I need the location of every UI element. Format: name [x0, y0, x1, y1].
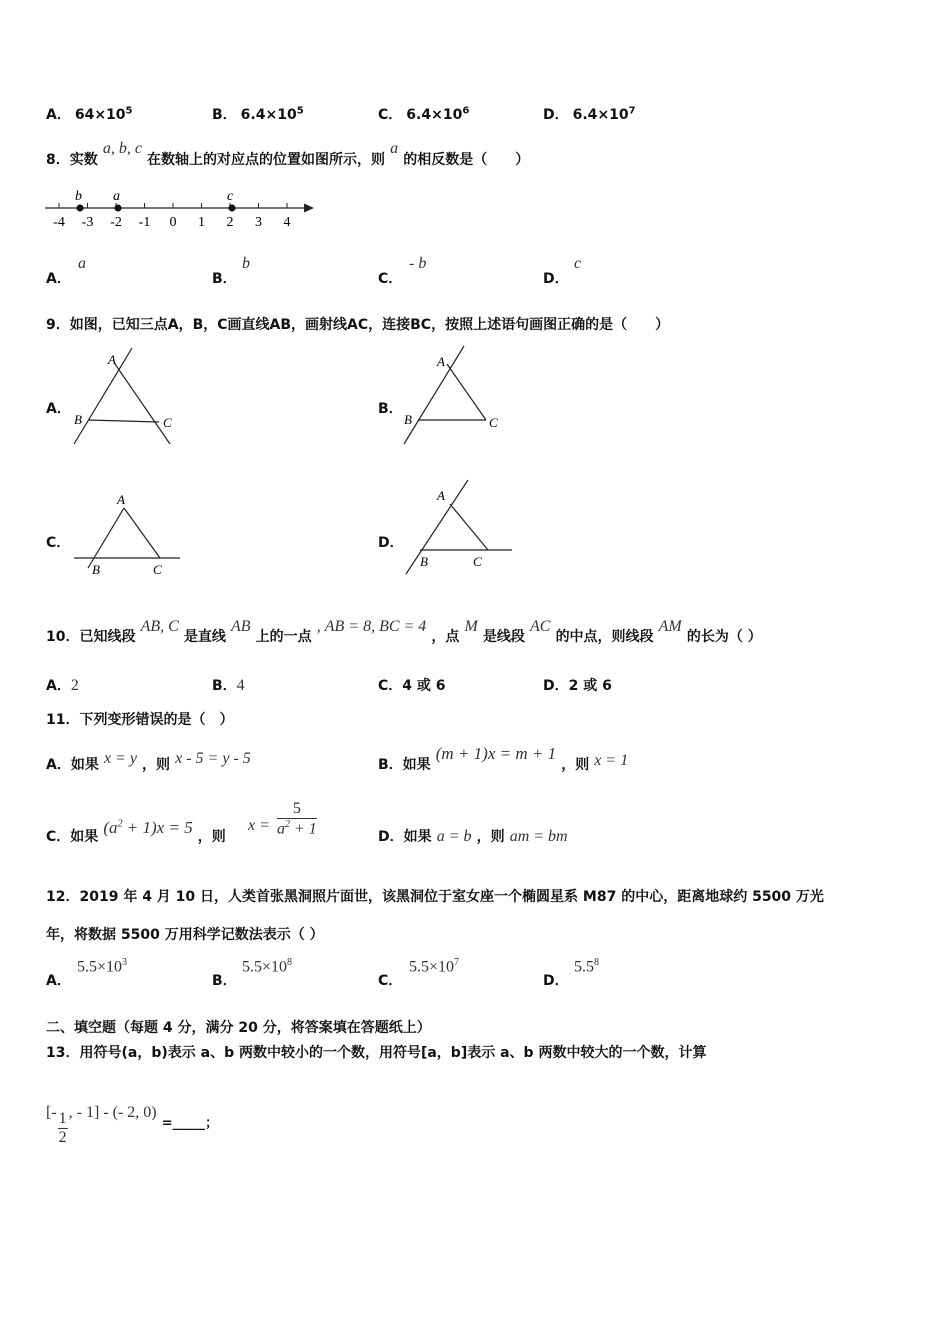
axis-tick-label: -3: [81, 215, 94, 230]
point-a-label: a: [113, 189, 120, 204]
q9-option-a: A．: [46, 401, 71, 417]
axis-tick-label: 4: [283, 215, 291, 230]
q9-option-d: D．: [378, 535, 404, 551]
point-b: [77, 205, 84, 212]
svg-text:C: C: [163, 415, 172, 430]
q12-line1: 12．2019 年 4 月 10 日，人类首张黑洞照片面世，该黑洞位于室女座一个椭圆星系 M87 的中心，距离地球约 5500 万光: [46, 889, 824, 905]
point-b-label: b: [75, 189, 82, 204]
q9-figure-d: [400, 478, 520, 578]
section-2-title: 二、填空题（每题 4 分，满分 20 分，将答案填在答题纸上）: [46, 1020, 431, 1036]
q7-option-c: C． $6.4\times 10^6$: [378, 105, 470, 123]
q12-option-d-label: D．: [543, 973, 569, 989]
axis-tick-label: -4: [53, 215, 65, 230]
q9-stem: 9．如图，已知三点A，B，C画直线AB，画射线AC，连接BC，按照上述语句画图正确的是（ ）: [46, 317, 670, 333]
q9-figure-b: [400, 344, 520, 450]
point-c: [229, 205, 236, 212]
q8-stem: 8．实数 a, b, c 在数轴上的对应点的位置如图所示，则 a 的相反数是（ ）: [46, 140, 530, 168]
q7-option-a: A． $64\times 10^5$: [46, 105, 133, 123]
axis-tick-label: 0: [169, 215, 177, 230]
q8-option-b: B．: [212, 271, 237, 287]
q8-option-a: A．: [46, 271, 71, 287]
q12-option-d-value: $5.5^8$: [574, 957, 599, 976]
q12-option-c-value: $5.5\times 10^7$: [409, 957, 460, 976]
q9-figure-c: [70, 490, 190, 580]
q8-option-c-value: - b: [409, 255, 427, 272]
q8-option-b-value: b: [242, 255, 250, 272]
q11-option-c-fraction: x = $\frac{5}{a^2 + 1}$: [248, 800, 317, 838]
svg-text:B: B: [420, 554, 428, 569]
q9-figure-a: [70, 344, 190, 450]
q12-option-a-value: $5.5\times 10^3$: [77, 957, 128, 976]
axis-tick-label: 3: [255, 215, 262, 230]
q11-option-b: B．如果 (m + 1)x = m + 1 ，则 x = 1: [378, 744, 629, 773]
point-c-label: c: [227, 189, 234, 204]
number-line: [42, 186, 317, 236]
q12-line2: 年，将数据 5500 万用科学记数法表示（ ）: [46, 927, 324, 943]
q8-option-d: D．: [543, 271, 569, 287]
svg-text:A: A: [437, 488, 445, 503]
q13-expression: [- $\frac{1}{2}$ , - 1] - (- 2, 0) =_____；: [46, 1104, 219, 1146]
q12-option-b-value: $5.5\times 10^8$: [242, 957, 293, 976]
q8-option-d-value: c: [574, 255, 582, 272]
axis-tick-label: -2: [110, 215, 122, 230]
axis-tick-label: 1: [198, 215, 205, 230]
q10-option-d: D．2 或 6: [543, 678, 612, 694]
axis-tick-label: 2: [226, 215, 234, 230]
q9-option-c: C．: [46, 535, 71, 551]
answer-blank: =_____；: [161, 1116, 219, 1131]
svg-text:A: A: [117, 492, 125, 507]
q12-option-a-label: A．: [46, 973, 71, 989]
q10-option-c: C．4 或 6: [378, 678, 446, 694]
svg-text:B: B: [74, 412, 82, 427]
svg-text:A: A: [108, 352, 116, 367]
svg-text:A: A: [437, 354, 445, 369]
q8-option-c: C．: [378, 271, 403, 287]
svg-text:B: B: [404, 412, 412, 427]
q12-option-c-label: C．: [378, 973, 403, 989]
q11-option-c: C．如果 $(a^2 + 1)x = 5$ ，则: [46, 818, 226, 845]
svg-text:C: C: [473, 554, 482, 569]
q7-option-d: D． $6.4\times 10^7$: [543, 105, 636, 123]
svg-text:C: C: [489, 415, 498, 430]
q11-option-a: A．如果 x = y ，则 x - 5 = y - 5: [46, 750, 251, 773]
q10-option-b: B．4: [212, 677, 245, 694]
q7-option-b: B． $6.4\times 10^5$: [212, 105, 304, 123]
q12-option-b-label: B．: [212, 973, 237, 989]
q10-stem: 10．已知线段 AB, C 是直线 AB 上的一点 , AB = 8, BC = 4 ，点 M 是线段 AC 的中点，则线段 AM 的长为（ ）: [46, 618, 762, 645]
q9-option-b: B．: [378, 401, 403, 417]
q11-title: 11．下列变形错误的是（ ）: [46, 712, 234, 728]
q13-stem: 13．用符号(a，b)表示 a、b 两数中较小的一个数，用符号[a，b]表示 a、b 两数中较大的一个数，计算: [46, 1045, 707, 1061]
q11-option-d: D．如果 a = b ，则 am = bm: [378, 828, 568, 845]
point-a: [115, 205, 122, 212]
q8-option-a-value: a: [78, 255, 86, 272]
svg-text:B: B: [92, 562, 100, 577]
svg-text:C: C: [153, 562, 162, 577]
q10-option-a: A．2: [46, 677, 79, 694]
axis-tick-label: -1: [138, 215, 151, 230]
